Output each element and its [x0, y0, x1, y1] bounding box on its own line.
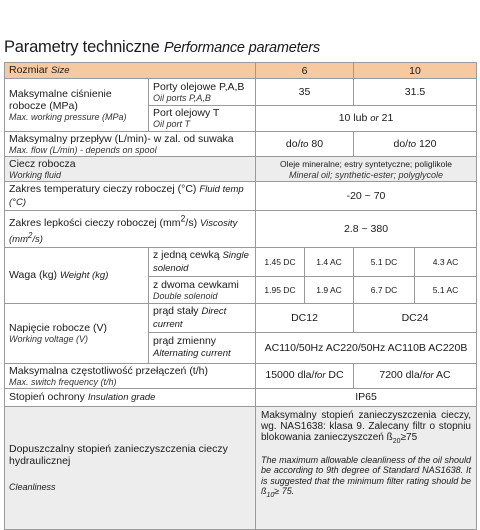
flow-row: [5, 132, 477, 157]
size-label-en: Size: [51, 65, 70, 76]
ac-label-pl: prąd zmienny: [153, 335, 217, 348]
port-t-label-en: Oil port T: [153, 119, 191, 130]
title-pl: Parametry techniczne: [4, 38, 160, 56]
ports-pab-label-pl: Porty olejowe P,A,B: [153, 80, 245, 93]
cleanliness-value-pl: [261, 410, 471, 447]
dc-label-cell: [149, 303, 256, 332]
dc-value-10: DC24: [354, 303, 477, 332]
weight-double-6-dc: 1.95 DC: [256, 276, 305, 303]
weight-single-10-dc: 5.1 DC: [354, 247, 415, 276]
cleanliness-value-cell: [256, 406, 477, 529]
cleanliness-value-en-beta: ß: [261, 486, 267, 497]
frequency-label-en: Max. switch frequency (t/h): [9, 376, 117, 387]
protection-row: [5, 388, 477, 406]
frequency-value-10-a: 7200 dla/: [379, 369, 423, 382]
ports-pab-value-10: 31.5: [354, 79, 477, 106]
temperature-label-cell: [5, 182, 256, 211]
header-row: [5, 63, 477, 79]
double-solenoid-label-cell: [149, 276, 256, 303]
double-solenoid-label-pl: z dwoma cewkami: [153, 278, 239, 291]
size-6-header: 6: [256, 63, 354, 79]
single-solenoid-label-en: Single solenoid: [153, 249, 249, 274]
size-label-pl: Rozmiar: [9, 64, 49, 76]
frequency-value-6-a: 15000 dla/: [265, 369, 315, 382]
frequency-value-10-for: for: [422, 370, 434, 382]
flow-value-10-a: do/: [393, 137, 409, 150]
port-t-value-a: 10 lub: [338, 111, 368, 124]
flow-label-en: Max. flow (L/min) - depends on spool: [9, 145, 157, 155]
weight-double-6-ac: 1.9 AC: [305, 276, 354, 303]
cleanliness-row: [5, 406, 477, 529]
frequency-value-6-b: DC: [325, 369, 344, 382]
flow-label-pl: Maksymalny przepływ (L/min)- w zal. od suwaka: [9, 133, 234, 145]
weight-single-6-ac: 1.4 AC: [305, 247, 354, 276]
pressure-pab-row: [5, 79, 477, 106]
port-t-label-pl: Port olejowy T: [153, 107, 220, 120]
port-t-value: [256, 105, 477, 132]
flow-value-10-to: to: [408, 138, 417, 150]
cleanliness-value-en-b: ≥ 75.: [274, 486, 295, 497]
voltage-label-pl: Napięcie robocze (V): [9, 322, 108, 335]
weight-single-6-dc: 1.45 DC: [256, 247, 305, 276]
viscosity-label-pl-b: /s): [185, 216, 198, 229]
viscosity-label-pl-a: Zakres lepkości cieczy roboczej (mm: [9, 216, 181, 229]
protection-label-cell: [5, 388, 256, 406]
cleanliness-value-pl-b: ≥75: [400, 431, 418, 443]
size-header-cell: [5, 63, 256, 79]
size-10-header: 10: [354, 63, 477, 79]
weight-label-cell: [5, 247, 149, 303]
cleanliness-value-pl-a: Maksymalny stopień zanieczyszczenia cieczy, wg. NAS1638: klasa 9. Zalecany filtr o stopniu blokowania zanieczyszczeń: [261, 409, 471, 443]
flow-value-10: [354, 132, 477, 157]
dc-value-6: DC12: [256, 303, 354, 332]
fluid-value-cell: [256, 157, 477, 182]
port-t-label-cell: [149, 105, 256, 132]
page-title: [4, 38, 320, 57]
cleanliness-label-pl: Dopuszczalny stopień zanieczyszczenia cieczy hydraulicznej: [9, 442, 228, 467]
viscosity-label-pl-exp: 2: [180, 213, 186, 223]
cleanliness-label-cell: [5, 406, 256, 529]
temperature-value: -20 ~ 70: [256, 182, 477, 211]
protection-label-en: Insulation grade: [87, 391, 156, 403]
pressure-label-cell: [5, 79, 149, 132]
cleanliness-value-pl-sub: 20: [392, 437, 401, 445]
fluid-row: [5, 157, 477, 182]
viscosity-label-en-b: /s): [32, 233, 43, 245]
flow-value-10-b: 120: [416, 137, 437, 150]
frequency-row: [5, 363, 477, 388]
ac-values: AC110/50Hz AC220/50Hz AC110B AC220B: [256, 332, 477, 363]
dc-label-pl: prąd stały: [153, 304, 199, 317]
viscosity-value: 2.8 ~ 380: [256, 211, 477, 248]
temperature-label-en: Fluid temp (°C): [9, 184, 244, 208]
weight-single-10-ac: 4.3 AC: [415, 247, 477, 276]
single-solenoid-label-pl: z jedną cewką: [153, 248, 220, 261]
voltage-label-cell: [5, 303, 149, 363]
fluid-label-pl: Ciecz robocza: [9, 158, 76, 170]
port-t-value-b: 21: [381, 111, 394, 124]
cleanliness-value-en: [261, 455, 471, 502]
cleanliness-label-en: Cleanliness: [9, 481, 56, 492]
pressure-label-en: Max. working pressure (MPa): [9, 112, 127, 122]
viscosity-row: [5, 211, 477, 248]
flow-value-6-a: do/: [285, 137, 301, 150]
flow-label-cell: [5, 132, 256, 157]
protection-value: IP65: [256, 388, 477, 406]
dc-label-en: Direct current: [153, 305, 227, 330]
viscosity-label-cell: [5, 211, 256, 248]
double-solenoid-label-en: Double solenoid: [153, 290, 218, 301]
title-en: Performance parameters: [163, 40, 320, 56]
parameters-table: [4, 62, 477, 530]
pressure-label-pl: Maksymalne ciśnienie robocze (MPa): [9, 88, 112, 112]
ac-label-en: Alternating current: [153, 348, 231, 360]
weight-label-pl: Waga (kg): [9, 268, 58, 281]
viscosity-label-en-a: Viscosity (mm: [9, 217, 238, 245]
ports-pab-value-6: 35: [256, 79, 354, 106]
port-t-value-or: or: [370, 112, 379, 124]
single-solenoid-label-cell: [149, 247, 256, 276]
ports-pab-label-cell: [149, 79, 256, 106]
temperature-row: [5, 182, 477, 211]
cleanliness-value-en-sub: 10: [266, 491, 275, 499]
weight-label-en: Weight (kg): [59, 269, 109, 281]
frequency-value-10-b: AC: [433, 369, 451, 382]
flow-value-6-to: to: [300, 138, 309, 150]
cleanliness-value-en-a: The maximum allowable cleanliness of the oil should be according to 9th degree of Standard NAS1638. It is suggested that the minimum filter rating should be: [261, 454, 471, 486]
frequency-value-6-for: for: [314, 370, 326, 382]
viscosity-label-en-exp: 2: [28, 230, 33, 240]
flow-value-6: [256, 132, 354, 157]
voltage-dc-row: [5, 303, 477, 332]
protection-label-pl: Stopień ochrony: [9, 390, 85, 403]
weight-single-row: [5, 247, 477, 276]
fluid-value-pl: Oleje mineralne; estry syntetyczne; poliglikole: [280, 159, 452, 169]
viscosity-label-pl: [9, 213, 198, 229]
fluid-value-en: Mineral oil; synthetic-ester; polyglycole: [288, 170, 444, 180]
frequency-label-pl: Maksymalna częstotliwość przełączeń (t/h): [9, 364, 208, 377]
weight-double-10-ac: 5.1 AC: [415, 276, 477, 303]
fluid-label-cell: [5, 157, 256, 182]
voltage-label-en: Working voltage (V): [9, 334, 89, 345]
fluid-label-en: Working fluid: [9, 170, 62, 180]
ac-label-cell: [149, 332, 256, 363]
weight-double-10-dc: 6.7 DC: [354, 276, 415, 303]
frequency-value-10: [354, 363, 477, 388]
frequency-label-cell: [5, 363, 256, 388]
ports-pab-label-en: Oil ports P,A,B: [153, 92, 211, 103]
temperature-label-pl: Zakres temperatury cieczy roboczej (°C): [9, 183, 197, 195]
frequency-value-6: [256, 363, 354, 388]
flow-value-6-b: 80: [308, 137, 324, 150]
cleanliness-value-pl-beta: ß: [386, 431, 393, 443]
